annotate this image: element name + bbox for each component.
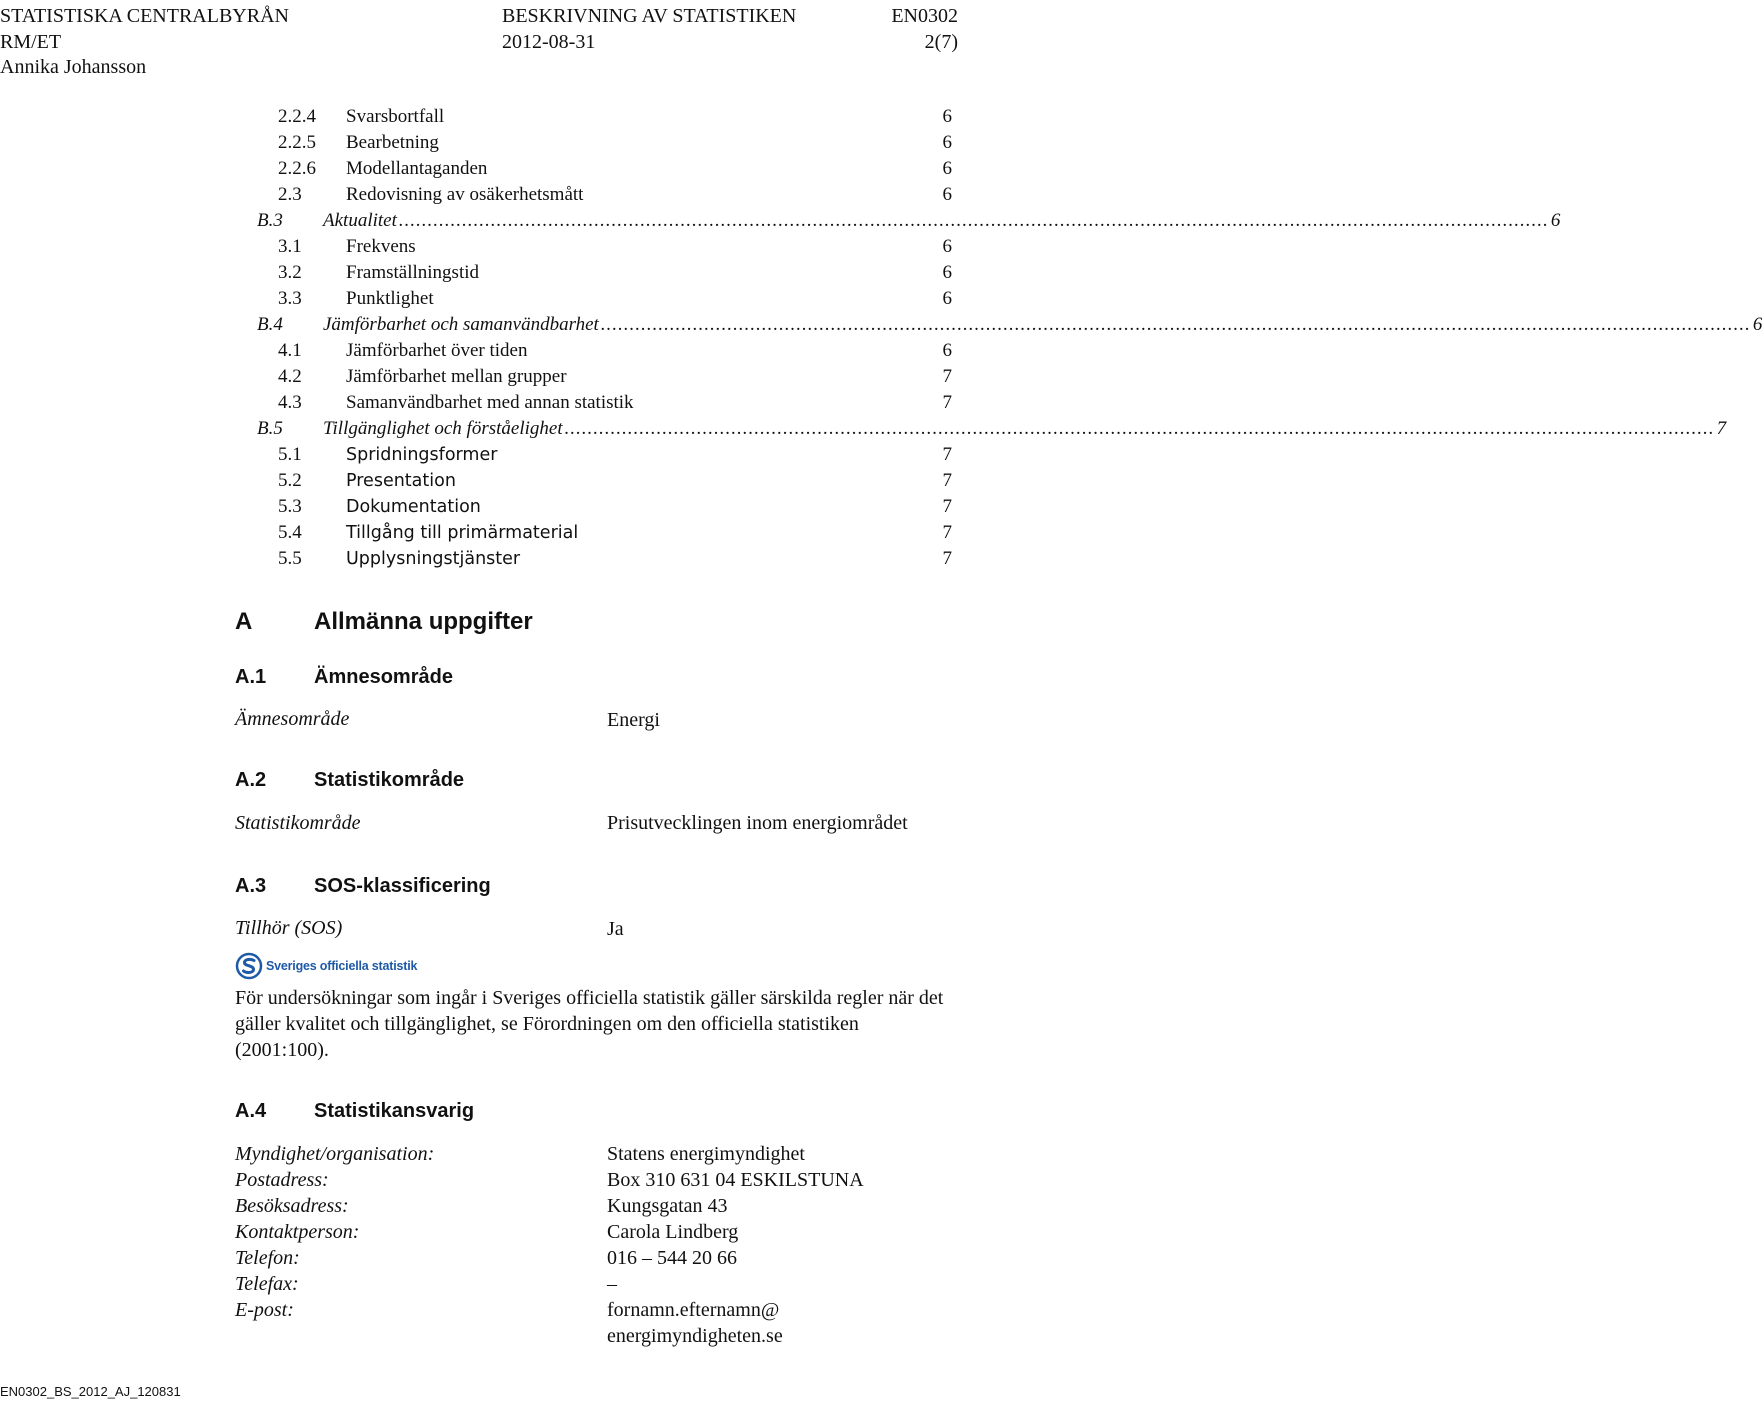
a1-num: A.1 bbox=[235, 666, 267, 688]
toc-entry[interactable] bbox=[0, 468, 960, 494]
a2-value: Prisutvecklingen inom energiområdet bbox=[607, 812, 908, 834]
toc-entry-number: 3.3 bbox=[278, 288, 302, 309]
a1-value: Energi bbox=[607, 709, 660, 731]
toc-entry[interactable] bbox=[0, 338, 960, 364]
toc-entry[interactable] bbox=[0, 260, 960, 286]
toc-entry-number: 4.2 bbox=[278, 366, 302, 387]
toc-entry[interactable] bbox=[0, 156, 960, 182]
toc-entry-page: 7 bbox=[942, 366, 952, 387]
sos-paragraph: För undersökningar som ingår i Sveriges officiella statistik gäller särskilda regler när det gäller kvalitet och tillgänglighet, se Förordningen om den officiella statistiken (2001:100). bbox=[235, 987, 944, 1061]
contact-label: Besöksadress: bbox=[235, 1195, 349, 1217]
toc-entry[interactable] bbox=[0, 520, 960, 546]
toc-entry-number: 3.2 bbox=[278, 262, 302, 283]
toc-entry-number: 3.1 bbox=[278, 236, 302, 257]
sos-logo-text: Sveriges officiella statistik bbox=[266, 959, 418, 973]
a2-label: Statistikområde bbox=[235, 812, 361, 834]
header-dept: RM/ET bbox=[0, 31, 62, 53]
toc-dot-leader: ........................................................................................................................................................................................................ bbox=[398, 210, 1549, 231]
contact-value: Box 310 631 04 ESKILSTUNA bbox=[607, 1169, 864, 1191]
toc-entry-title: Framställningstid bbox=[346, 262, 479, 283]
contact-value: Kungsgatan 43 bbox=[607, 1195, 728, 1217]
toc-entry-title: Bearbetning bbox=[346, 132, 439, 153]
toc-entry-number: 4.1 bbox=[278, 340, 302, 361]
toc-entry-title: Tillgänglighet och förståelighet bbox=[323, 416, 565, 442]
a3-value: Ja bbox=[607, 918, 624, 940]
toc-entry-title: Svarsbortfall bbox=[346, 106, 445, 127]
contact-value: – bbox=[607, 1273, 617, 1295]
table-of-contents bbox=[0, 104, 1762, 572]
header-org: STATISTISKA CENTRALBYRÅN bbox=[0, 5, 289, 27]
toc-entry-page: 7 bbox=[942, 496, 952, 517]
toc-entry-page: 7 bbox=[942, 548, 952, 569]
toc-entry-page: 7 bbox=[942, 470, 952, 491]
toc-entry-title: Aktualitet bbox=[323, 208, 399, 234]
toc-entry-number: 5.2 bbox=[278, 470, 302, 491]
toc-entry[interactable] bbox=[0, 208, 1561, 234]
toc-entry[interactable] bbox=[0, 234, 960, 260]
toc-entry-page: 7 bbox=[942, 522, 952, 543]
contact-value: 016 – 544 20 66 bbox=[607, 1247, 737, 1269]
a3-num: A.3 bbox=[235, 875, 267, 897]
toc-entry-page: 7 bbox=[1716, 418, 1727, 439]
header-author: Annika Johansson bbox=[0, 56, 147, 78]
a1-label: Ämnesområde bbox=[235, 708, 350, 730]
header-doc-code: EN0302 bbox=[891, 5, 958, 27]
toc-entry-title: Redovisning av osäkerhetsmått bbox=[346, 184, 584, 205]
a2-title: Statistikområde bbox=[314, 769, 465, 791]
toc-entry-number: 5.1 bbox=[278, 444, 302, 465]
toc-entry-number: B.3 bbox=[257, 210, 283, 231]
toc-entry[interactable] bbox=[0, 364, 960, 390]
toc-entry-page: 7 bbox=[942, 392, 952, 413]
toc-entry[interactable] bbox=[0, 442, 960, 468]
header-page: 2(7) bbox=[924, 31, 958, 53]
a4-title: Statistikansvarig bbox=[314, 1100, 475, 1122]
a4-num: A.4 bbox=[235, 1100, 267, 1122]
toc-entry-number: 2.2.4 bbox=[278, 106, 316, 127]
toc-entry-title: Frekvens bbox=[346, 236, 416, 257]
a3-title: SOS-klassificering bbox=[314, 875, 491, 897]
toc-entry-number: 2.3 bbox=[278, 184, 302, 205]
toc-entry[interactable] bbox=[0, 104, 960, 130]
toc-entry-title: Presentation bbox=[346, 471, 456, 491]
toc-entry[interactable] bbox=[0, 416, 1727, 442]
toc-entry[interactable] bbox=[0, 546, 960, 572]
footer-code: EN0302_BS_2012_AJ_120831 bbox=[0, 1384, 181, 1399]
toc-entry-number: B.5 bbox=[257, 418, 283, 439]
toc-entry-number: 5.4 bbox=[278, 522, 302, 543]
toc-entry-title: Upplysningstjänster bbox=[346, 549, 521, 569]
contact-label: Myndighet/organisation: bbox=[235, 1143, 435, 1165]
toc-entry[interactable] bbox=[0, 312, 1762, 338]
a1-title: Ämnesområde bbox=[314, 666, 453, 688]
toc-entry-number: 5.5 bbox=[278, 548, 302, 569]
toc-entry[interactable] bbox=[0, 182, 960, 208]
contact-label: E-post: bbox=[235, 1299, 294, 1321]
toc-entry-number: 5.3 bbox=[278, 496, 302, 517]
toc-entry[interactable] bbox=[0, 130, 960, 156]
contact-label: Telefon: bbox=[235, 1247, 300, 1269]
toc-entry-number: B.4 bbox=[257, 314, 283, 335]
toc-entry-page: 6 bbox=[942, 106, 952, 127]
contact-label: Kontaktperson: bbox=[235, 1221, 360, 1243]
toc-entry[interactable] bbox=[0, 494, 960, 520]
toc-entry-title: Modellantaganden bbox=[346, 158, 488, 179]
contact-label: Telefax: bbox=[235, 1273, 299, 1295]
contact-value: fornamn.efternamn@ bbox=[607, 1299, 780, 1321]
toc-entry-title: Punktlighet bbox=[346, 288, 434, 309]
toc-entry-page: 6 bbox=[942, 184, 952, 205]
sos-logo bbox=[235, 953, 417, 979]
toc-entry-title: Spridningsformer bbox=[346, 445, 498, 465]
toc-dot-leader: ........................................................................................................................................................................................................ bbox=[600, 314, 1751, 335]
toc-entry-page: 6 bbox=[942, 158, 952, 179]
toc-entry-title: Jämförbarhet över tiden bbox=[346, 340, 528, 361]
toc-entry-number: 2.2.6 bbox=[278, 158, 316, 179]
toc-entry-page: 6 bbox=[942, 340, 952, 361]
sos-logo-icon bbox=[235, 953, 263, 979]
toc-entry-page: 6 bbox=[942, 262, 952, 283]
toc-entry-page: 6 bbox=[1550, 210, 1561, 231]
header-doc-type: BESKRIVNING AV STATISTIKEN bbox=[502, 5, 797, 27]
toc-entry-title: Jämförbarhet mellan grupper bbox=[346, 366, 567, 387]
toc-entry-page: 6 bbox=[942, 236, 952, 257]
a2-num: A.2 bbox=[235, 769, 267, 791]
toc-entry-page: 7 bbox=[942, 444, 952, 465]
toc-entry-title: Tillgång till primärmaterial bbox=[346, 523, 579, 543]
toc-entry-page: 6 bbox=[942, 132, 952, 153]
section-a-title: Allmänna uppgifter bbox=[314, 608, 533, 635]
contact-label: Postadress: bbox=[235, 1169, 329, 1191]
section-a-num: A bbox=[235, 608, 253, 635]
toc-entry-number: 4.3 bbox=[278, 392, 302, 413]
contact-value: Statens energimyndighet bbox=[607, 1143, 805, 1165]
a3-label: Tillhör (SOS) bbox=[235, 917, 343, 939]
contact-value: energimyndigheten.se bbox=[607, 1325, 783, 1347]
toc-entry[interactable] bbox=[0, 286, 960, 312]
toc-entry-title: Jämförbarhet och samanvändbarhet bbox=[323, 312, 601, 338]
toc-entry-page: 6 bbox=[1752, 314, 1762, 335]
toc-entry-page: 6 bbox=[942, 288, 952, 309]
toc-entry-number: 2.2.5 bbox=[278, 132, 316, 153]
toc-dot-leader: ........................................................................................................................................................................................................ bbox=[564, 418, 1715, 439]
toc-entry-title: Samanvändbarhet med annan statistik bbox=[346, 392, 634, 413]
toc-entry-title: Dokumentation bbox=[346, 497, 481, 517]
header-date: 2012-08-31 bbox=[502, 31, 596, 53]
contact-value: Carola Lindberg bbox=[607, 1221, 739, 1243]
toc-entry[interactable] bbox=[0, 390, 960, 416]
